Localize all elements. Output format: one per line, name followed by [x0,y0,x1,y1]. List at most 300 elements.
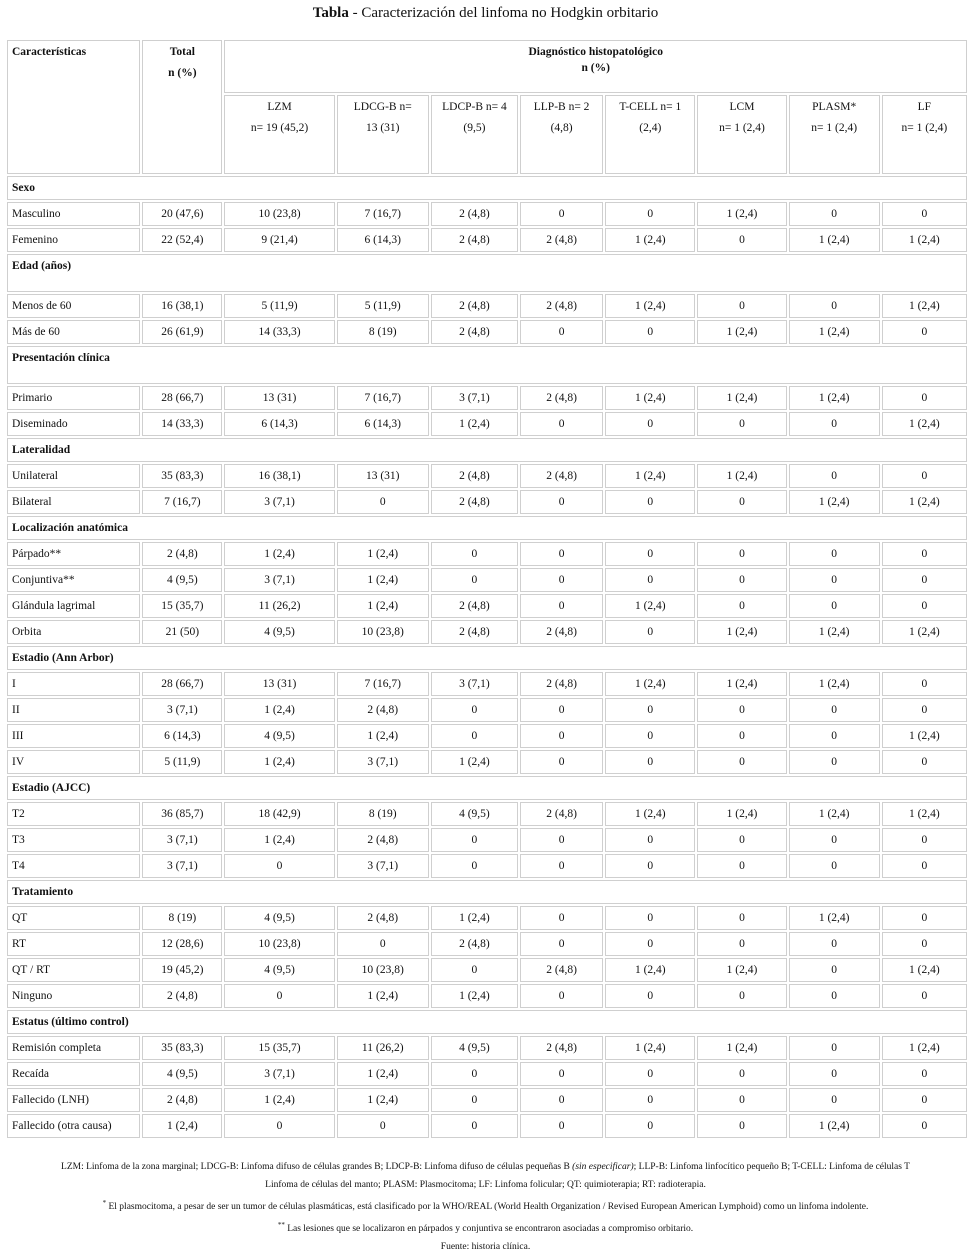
footnote-1-text: El plasmocitoma, a pesar de ser un tumor de células plasmáticas, está clasificado por la WHO/REAL (World Health Organization / Revised European American Lymphoid) como un linfoma indolente. [106,1202,869,1213]
value-cell: 0 [697,568,786,592]
value-cell: 0 [882,202,967,226]
value-cell: 0 [697,854,786,878]
row-label: T3 [7,828,140,852]
value-cell: 0 [789,1062,880,1086]
value-cell: 7 (16,7) [337,672,429,696]
group-title: Sexo [7,176,967,200]
table-row [7,620,967,644]
value-cell: 2 (4,8) [431,320,518,344]
value-cell: 1 (2,4) [337,594,429,618]
group-row [7,1010,967,1034]
total-cell: 22 (52,4) [142,228,222,252]
value-cell: 0 [605,620,695,644]
column-header [520,95,603,174]
value-cell: 1 (2,4) [882,958,967,982]
table-row [7,854,967,878]
value-cell: 0 [520,594,603,618]
value-cell: 2 (4,8) [337,906,429,930]
group-title: Presentación clínica [7,346,967,384]
value-cell: 0 [697,984,786,1008]
total-cell: 2 (4,8) [142,1088,222,1112]
value-cell: 0 [605,320,695,344]
value-cell: 18 (42,9) [224,802,334,826]
value-cell: 1 (2,4) [697,320,786,344]
group-title: Edad (años) [7,254,967,292]
value-cell: 0 [520,412,603,436]
value-cell: 0 [520,1062,603,1086]
row-label: T2 [7,802,140,826]
value-cell: 1 (2,4) [789,802,880,826]
value-cell: 1 (2,4) [605,594,695,618]
column-header-count: (9,5) [463,121,486,134]
value-cell: 2 (4,8) [337,828,429,852]
table-row [7,932,967,956]
value-cell: 0 [224,1114,334,1138]
row-label: Remisión completa [7,1036,140,1060]
group-row [7,254,967,292]
group-title: Tratamiento [7,880,967,904]
value-cell: 0 [697,1088,786,1112]
value-cell: 0 [605,828,695,852]
total-cell: 8 (19) [142,906,222,930]
value-cell: 0 [882,984,967,1008]
value-cell: 11 (26,2) [337,1036,429,1060]
total-cell: 12 (28,6) [142,932,222,956]
table-row [7,542,967,566]
group-row [7,776,967,800]
total-cell: 26 (61,9) [142,320,222,344]
value-cell: 8 (19) [337,802,429,826]
group-title: Lateralidad [7,438,967,462]
column-header [224,95,334,174]
table-row [7,802,967,826]
value-cell: 4 (9,5) [224,906,334,930]
value-cell: 0 [520,854,603,878]
total-cell: 1 (2,4) [142,1114,222,1138]
value-cell: 1 (2,4) [697,672,786,696]
abbreviations-italic: (sin especificar) [572,1162,634,1172]
total-cell: 3 (7,1) [142,828,222,852]
value-cell: 1 (2,4) [224,698,334,722]
column-header [882,95,967,174]
value-cell: 1 (2,4) [431,906,518,930]
group-row [7,176,967,200]
value-cell: 1 (2,4) [697,620,786,644]
abbreviations-line-2: Linfoma de células del manto; PLASM: Plasmocitoma; LF: Linfoma folicular; QT: quimioterapia; RT: radioterapia. [265,1180,706,1190]
value-cell: 9 (21,4) [224,228,334,252]
row-label: II [7,698,140,722]
value-cell: 0 [605,750,695,774]
value-cell: 1 (2,4) [697,802,786,826]
footnote-2-text: Las lesiones que se localizaron en párpados y conjuntiva se encontraron asociadas a compromiso orbitario. [284,1224,694,1235]
value-cell: 0 [789,412,880,436]
value-cell: 2 (4,8) [431,490,518,514]
footnote-1-mark: * [102,1199,107,1207]
table-row [7,984,967,1008]
total-cell: 15 (35,7) [142,594,222,618]
value-cell: 1 (2,4) [605,464,695,488]
row-label: Bilateral [7,490,140,514]
value-cell: 10 (23,8) [224,932,334,956]
table-title-text: - Caracterización del linfoma no Hodgkin orbitario [348,5,659,21]
value-cell: 0 [520,906,603,930]
table-body [7,40,967,1138]
value-cell: 2 (4,8) [520,802,603,826]
value-cell: 1 (2,4) [605,386,695,410]
table-footnotes [0,1158,971,1256]
value-cell: 0 [520,1114,603,1138]
value-cell: 6 (14,3) [337,412,429,436]
value-cell: 2 (4,8) [520,464,603,488]
row-label: RT [7,932,140,956]
group-title: Estadio (Ann Arbor) [7,646,967,670]
value-cell: 2 (4,8) [520,620,603,644]
value-cell: 1 (2,4) [697,958,786,982]
value-cell: 4 (9,5) [431,802,518,826]
table-row [7,568,967,592]
value-cell: 1 (2,4) [882,490,967,514]
value-cell: 0 [789,828,880,852]
row-label: Párpado** [7,542,140,566]
column-header-name: LDCG-B n= [353,100,412,113]
column-header [605,95,695,174]
table-row [7,490,967,514]
value-cell: 0 [697,698,786,722]
value-cell: 3 (7,1) [337,854,429,878]
value-cell: 0 [431,698,518,722]
column-header-name: LZM [267,100,292,113]
total-cell: 35 (83,3) [142,1036,222,1060]
value-cell: 10 (23,8) [337,620,429,644]
value-cell: 3 (7,1) [431,386,518,410]
value-cell: 0 [882,542,967,566]
table-row [7,386,967,410]
value-cell: 0 [520,698,603,722]
header-total-line1: Total [169,46,195,58]
value-cell: 1 (2,4) [882,294,967,318]
value-cell: 7 (16,7) [337,202,429,226]
table-row [7,1062,967,1086]
header-total-line2: n (%) [168,67,197,79]
value-cell: 1 (2,4) [697,1036,786,1060]
value-cell: 1 (2,4) [697,386,786,410]
value-cell: 1 (2,4) [605,1036,695,1060]
value-cell: 0 [697,542,786,566]
group-row [7,880,967,904]
value-cell: 0 [789,568,880,592]
value-cell: 0 [431,542,518,566]
value-cell: 5 (11,9) [224,294,334,318]
value-cell: 1 (2,4) [789,228,880,252]
table-row [7,958,967,982]
value-cell: 0 [882,698,967,722]
value-cell: 0 [882,672,967,696]
value-cell: 8 (19) [337,320,429,344]
column-header-count: 13 (31) [365,121,400,134]
column-header-name: PLASM* [812,100,857,113]
column-header [789,95,880,174]
column-header-name: T-CELL n= 1 [619,100,682,113]
table-row [7,464,967,488]
value-cell: 1 (2,4) [882,802,967,826]
total-cell: 3 (7,1) [142,698,222,722]
value-cell: 11 (26,2) [224,594,334,618]
value-cell: 0 [431,958,518,982]
value-cell: 0 [605,1062,695,1086]
value-cell: 0 [520,320,603,344]
value-cell: 0 [520,568,603,592]
value-cell: 0 [697,724,786,748]
row-label: QT / RT [7,958,140,982]
row-label: Orbita [7,620,140,644]
column-header-count: n= 1 (2,4) [811,121,858,134]
value-cell: 0 [789,464,880,488]
total-cell: 4 (9,5) [142,568,222,592]
header-diagnosis-line1: Diagnóstico histopatológico [528,46,663,58]
table-row [7,724,967,748]
row-label: Menos de 60 [7,294,140,318]
total-cell: 28 (66,7) [142,672,222,696]
table-row [7,1036,967,1060]
value-cell: 0 [605,1114,695,1138]
group-row [7,516,967,540]
row-label: Ninguno [7,984,140,1008]
value-cell: 16 (38,1) [224,464,334,488]
value-cell: 0 [431,568,518,592]
abbreviations-text-b: ; LLP-B: Linfoma linfocítico pequeño B; T-CELL: Linfoma de células T [633,1162,910,1172]
column-header-name: LLP-B n= 2 [533,100,590,113]
table-row [7,320,967,344]
table-row [7,750,967,774]
value-cell: 0 [605,724,695,748]
value-cell: 1 (2,4) [224,828,334,852]
value-cell: 1 (2,4) [789,490,880,514]
value-cell: 1 (2,4) [605,228,695,252]
value-cell: 0 [605,932,695,956]
column-header-count: n= 1 (2,4) [901,121,948,134]
value-cell: 0 [789,594,880,618]
table-row [7,412,967,436]
value-cell: 1 (2,4) [789,620,880,644]
value-cell: 1 (2,4) [337,984,429,1008]
value-cell: 0 [520,724,603,748]
value-cell: 0 [224,984,334,1008]
row-label: Diseminado [7,412,140,436]
value-cell: 0 [789,958,880,982]
value-cell: 0 [431,828,518,852]
column-header-count: (4,8) [550,121,573,134]
value-cell: 3 (7,1) [224,490,334,514]
value-cell: 0 [697,412,786,436]
column-header-name: LCM [729,100,755,113]
total-cell: 19 (45,2) [142,958,222,982]
value-cell: 3 (7,1) [431,672,518,696]
group-row [7,646,967,670]
value-cell: 1 (2,4) [697,464,786,488]
group-row [7,438,967,462]
column-header-count: (2,4) [639,121,662,134]
value-cell: 0 [605,542,695,566]
value-cell: 1 (2,4) [789,320,880,344]
value-cell: 4 (9,5) [431,1036,518,1060]
value-cell: 0 [431,854,518,878]
value-cell: 0 [789,1036,880,1060]
group-title: Estadio (AJCC) [7,776,967,800]
value-cell: 0 [882,828,967,852]
value-cell: 0 [882,464,967,488]
header-characteristics: Características [7,40,140,174]
value-cell: 2 (4,8) [520,386,603,410]
row-label: Primario [7,386,140,410]
footnote-plasmocitoma [0,1194,971,1216]
value-cell: 0 [697,750,786,774]
value-cell: 2 (4,8) [520,958,603,982]
value-cell: 0 [697,932,786,956]
value-cell: 2 (4,8) [431,620,518,644]
row-label: Unilateral [7,464,140,488]
value-cell: 0 [431,1062,518,1086]
row-label: Recaída [7,1062,140,1086]
value-cell: 0 [431,1088,518,1112]
row-label: Conjuntiva** [7,568,140,592]
value-cell: 0 [882,906,967,930]
row-label: Fallecido (LNH) [7,1088,140,1112]
table-row [7,594,967,618]
value-cell: 0 [789,202,880,226]
total-cell: 2 (4,8) [142,542,222,566]
value-cell: 1 (2,4) [882,228,967,252]
value-cell: 2 (4,8) [431,932,518,956]
characteristics-table [5,38,969,1140]
value-cell: 0 [882,932,967,956]
row-label: QT [7,906,140,930]
group-row [7,346,967,384]
value-cell: 0 [605,984,695,1008]
value-cell: 1 (2,4) [224,750,334,774]
column-header-name: LF [917,100,932,113]
value-cell: 2 (4,8) [431,294,518,318]
source-note: Fuente: historia clínica. [440,1242,531,1253]
value-cell: 3 (7,1) [337,750,429,774]
footnote-2-mark: ** [277,1221,285,1230]
row-label: Más de 60 [7,320,140,344]
value-cell: 0 [789,294,880,318]
value-cell: 0 [605,906,695,930]
value-cell: 0 [697,594,786,618]
row-label: Fallecido (otra causa) [7,1114,140,1138]
value-cell: 0 [882,594,967,618]
table-row [7,1088,967,1112]
value-cell: 0 [789,854,880,878]
value-cell: 0 [520,490,603,514]
table-row [7,698,967,722]
value-cell: 0 [520,984,603,1008]
value-cell: 1 (2,4) [882,1036,967,1060]
total-cell: 14 (33,3) [142,412,222,436]
value-cell: 0 [882,750,967,774]
table-row [7,228,967,252]
abbreviations-text-a: LZM: Linfoma de la zona marginal; LDCG-B: Linfoma difuso de células grandes B; LDCP-B: Linfoma difuso de células pequeñas B [61,1162,573,1172]
total-cell: 28 (66,7) [142,386,222,410]
value-cell: 2 (4,8) [337,698,429,722]
value-cell: 14 (33,3) [224,320,334,344]
value-cell: 2 (4,8) [520,228,603,252]
value-cell: 1 (2,4) [789,672,880,696]
value-cell: 10 (23,8) [224,202,334,226]
value-cell: 2 (4,8) [520,1036,603,1060]
row-label: I [7,672,140,696]
value-cell: 7 (16,7) [337,386,429,410]
value-cell: 0 [605,202,695,226]
table-row [7,202,967,226]
value-cell: 2 (4,8) [431,594,518,618]
row-label: IV [7,750,140,774]
value-cell: 0 [789,542,880,566]
value-cell: 2 (4,8) [431,202,518,226]
value-cell: 1 (2,4) [224,542,334,566]
value-cell: 0 [789,698,880,722]
table-row [7,1114,967,1138]
value-cell: 1 (2,4) [605,672,695,696]
value-cell: 1 (2,4) [697,202,786,226]
value-cell: 0 [520,828,603,852]
value-cell: 1 (2,4) [605,802,695,826]
value-cell: 0 [789,724,880,748]
value-cell: 1 (2,4) [605,958,695,982]
group-title: Localización anatómica [7,516,967,540]
value-cell: 1 (2,4) [431,412,518,436]
value-cell: 1 (2,4) [789,386,880,410]
value-cell: 0 [697,1114,786,1138]
value-cell: 0 [697,490,786,514]
table-title-bold: Tabla [312,5,349,21]
value-cell: 2 (4,8) [431,464,518,488]
value-cell: 1 (2,4) [789,1114,880,1138]
value-cell: 0 [520,750,603,774]
abbreviations-line-1 [0,1158,971,1176]
value-cell: 0 [697,228,786,252]
value-cell: 0 [789,984,880,1008]
value-cell: 0 [520,1088,603,1112]
table-title [0,5,971,22]
total-cell: 6 (14,3) [142,724,222,748]
column-header-name: LDCP-B n= 4 [442,100,507,113]
header-diagnosis [224,40,967,93]
value-cell: 13 (31) [224,386,334,410]
value-cell: 3 (7,1) [224,568,334,592]
header-total [142,40,222,174]
value-cell: 1 (2,4) [882,412,967,436]
value-cell: 6 (14,3) [337,228,429,252]
value-cell: 2 (4,8) [520,294,603,318]
value-cell: 1 (2,4) [337,724,429,748]
value-cell: 10 (23,8) [337,958,429,982]
value-cell: 0 [697,828,786,852]
value-cell: 0 [520,542,603,566]
value-cell: 1 (2,4) [337,1062,429,1086]
row-label: Femenino [7,228,140,252]
value-cell: 0 [605,1088,695,1112]
value-cell: 6 (14,3) [224,412,334,436]
column-header [697,95,786,174]
value-cell: 1 (2,4) [337,542,429,566]
column-header-count: n= 19 (45,2) [250,121,309,134]
value-cell: 0 [224,854,334,878]
footnote-lesiones [0,1216,971,1238]
value-cell: 15 (35,7) [224,1036,334,1060]
value-cell: 0 [520,932,603,956]
total-cell: 20 (47,6) [142,202,222,226]
